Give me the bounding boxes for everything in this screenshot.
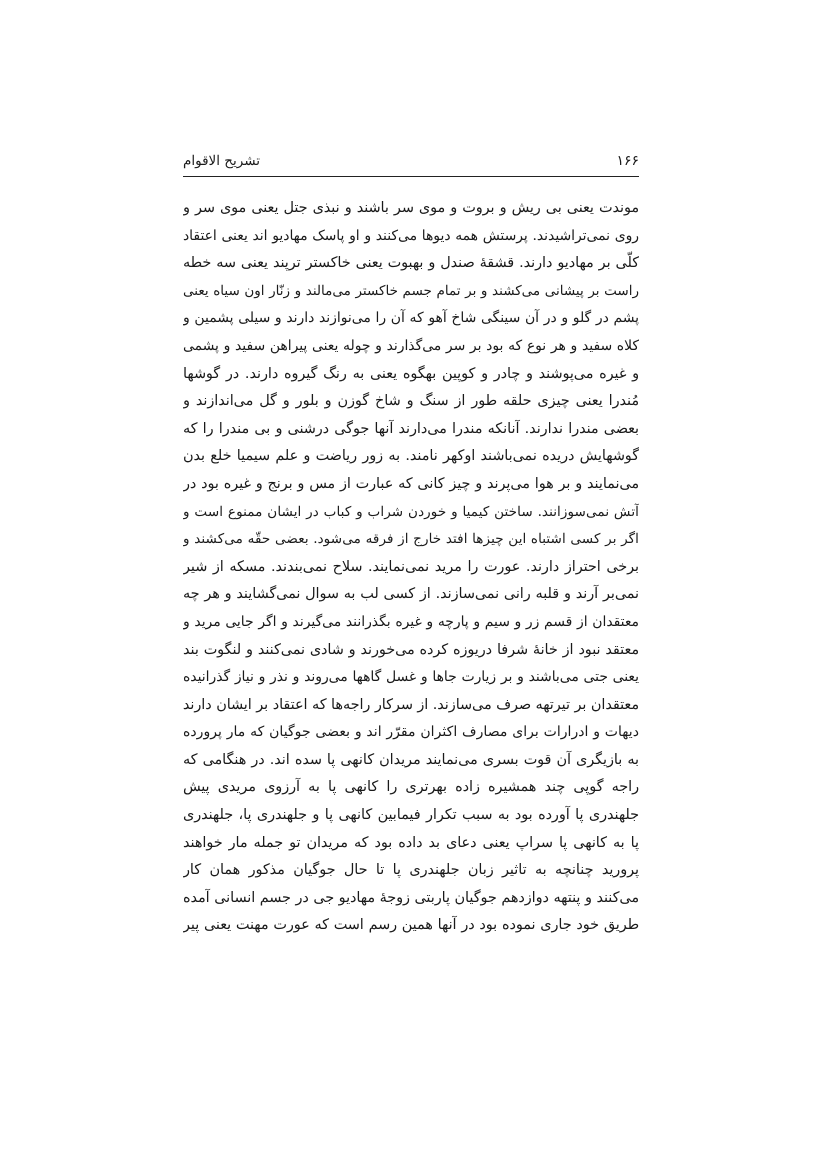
text-line: کلّی بر مهادیو دارند. قشقهٔ صندل و بهبوت یعنی خاکستر ترپند یعنی سه خطه [183,255,639,272]
document-page [183,0,639,1169]
text-line: پا به کانهی پا سراپ یعنی دعای بد داده بود که مریدان تو جمله مار خواهند [183,834,639,851]
header-divider [183,176,639,177]
text-line: راست بر پیشانی می‌کشند و بر تمام جسم خاکستر می‌مالند و زنّار اون سیاه یعنی [183,282,639,299]
text-line: جلهندری پا آورده بود به سبب تکرار فیمابین کانهی پا و جلهندری پا، جلهندری [183,807,639,824]
text-line: اگر بر کسی اشتباه این چیزها افتد خارج از فرقه می‌شود. بعضی حقّه می‌کشند و [183,531,639,548]
text-line: مُندرا یعنی چیزی حلقه طور از سنگ و شاخ گوزن و بلور و گل می‌اندازند و [183,393,639,410]
text-line: معتقدان از قسم زر و سیم و پارچه و غیره بگذرانند می‌گیرند و اگر جایی مرید و [183,613,639,630]
body-text [183,195,639,940]
text-line: پشم در گلو و در آن سینگی شاخ آهو که آن را می‌نوازند دارند و سیلی پشمین و [183,310,639,327]
text-line: به بازیگری آن قوت بسری می‌نمایند مریدان کانهی پا سده اند. در هنگامی که [183,751,639,768]
text-line: گوشهایش دریده نمی‌باشند اوکهر نامند. به زور ریاضت و علم سیمیا خلع بدن [183,448,639,465]
page-header [183,150,639,174]
page-number: ۱۶۶ [616,153,639,169]
text-line: می‌کنند و پنتهه دوازدهم جوگیان پاربتی زوجهٔ مهادیو جی در جسم انسانی آمده [183,889,639,906]
text-line: کلاه سفید و هر نوع که بود بر سر می‌گذارند و چوله یعنی پیراهن سفید و پشمی [183,337,639,354]
text-line: بعضی مندرا ندارند. آنانکه مندرا می‌دارند آنها جوگی درشنی و بی مندرا را که [183,420,639,437]
text-line: آتش نمی‌سوزانند. ساختن کیمیا و خوردن شراب و کباب در ایشان ممنوع است و [183,503,639,520]
text-line: یعنی جتی می‌باشند و بر زیارت جاها و غسل گاهها می‌روند و نذر و نیاز گذرانیده [183,669,639,686]
text-line: می‌نمایند و بر هوا می‌پرند و چیز کانی که عبارت از مس و برنج و غیره بود در [183,475,639,492]
running-title: تشریح الاقوام [183,153,260,169]
text-line: راجه گوپی چند همشیره زاده بهرتری را کانهی پا به آرزوی مریدی پیش [183,779,639,796]
text-line: موندت یعنی بی ریش و بروت و موی سر باشند و نبذی جتل یعنی موی سر و [183,200,639,216]
text-line: طریق خود جاری نموده بود در آنها همین رسم است که عورت مهنت یعنی پیر [183,917,639,934]
text-line: و غیره می‌پوشند و چادر و کوپین بهگوه یعنی به رنگ گیروه دارند. در گوشها [183,365,639,382]
text-line: نمی‌بر آرند و قلبه رانی نمی‌سازند. از کسی لب به سوال نمی‌گشایند و هر چه [183,586,639,603]
text-line: پرورید چنانچه به تاثیر زبان جلهندری پا تا حال جوگیان مذکور همان کار [183,862,639,879]
text-line: معتقد نبود از خانهٔ شرفا دریوزه کرده می‌خورند و شادی نمی‌کنند و لنگوت بند [183,641,639,658]
text-line: دیهات و ادرارات برای مصارف اکثران مقرّر اند و بعضی جوگیان که مار پرورده [183,724,639,741]
text-line: برخی احتراز دارند. عورت را مرید نمی‌نمایند. سلاح نمی‌بندند. مسکه از شیر [183,558,639,575]
text-line: معتقدان بر تیرتهه صرف می‌سازند. از سرکار راجه‌ها که اعتقاد بر ایشان دارند [183,696,639,713]
text-line: روی نمی‌تراشیدند. پرستش همه دیوها می‌کنند و او پاسک مهادیو اند یعنی اعتقاد [183,227,639,244]
